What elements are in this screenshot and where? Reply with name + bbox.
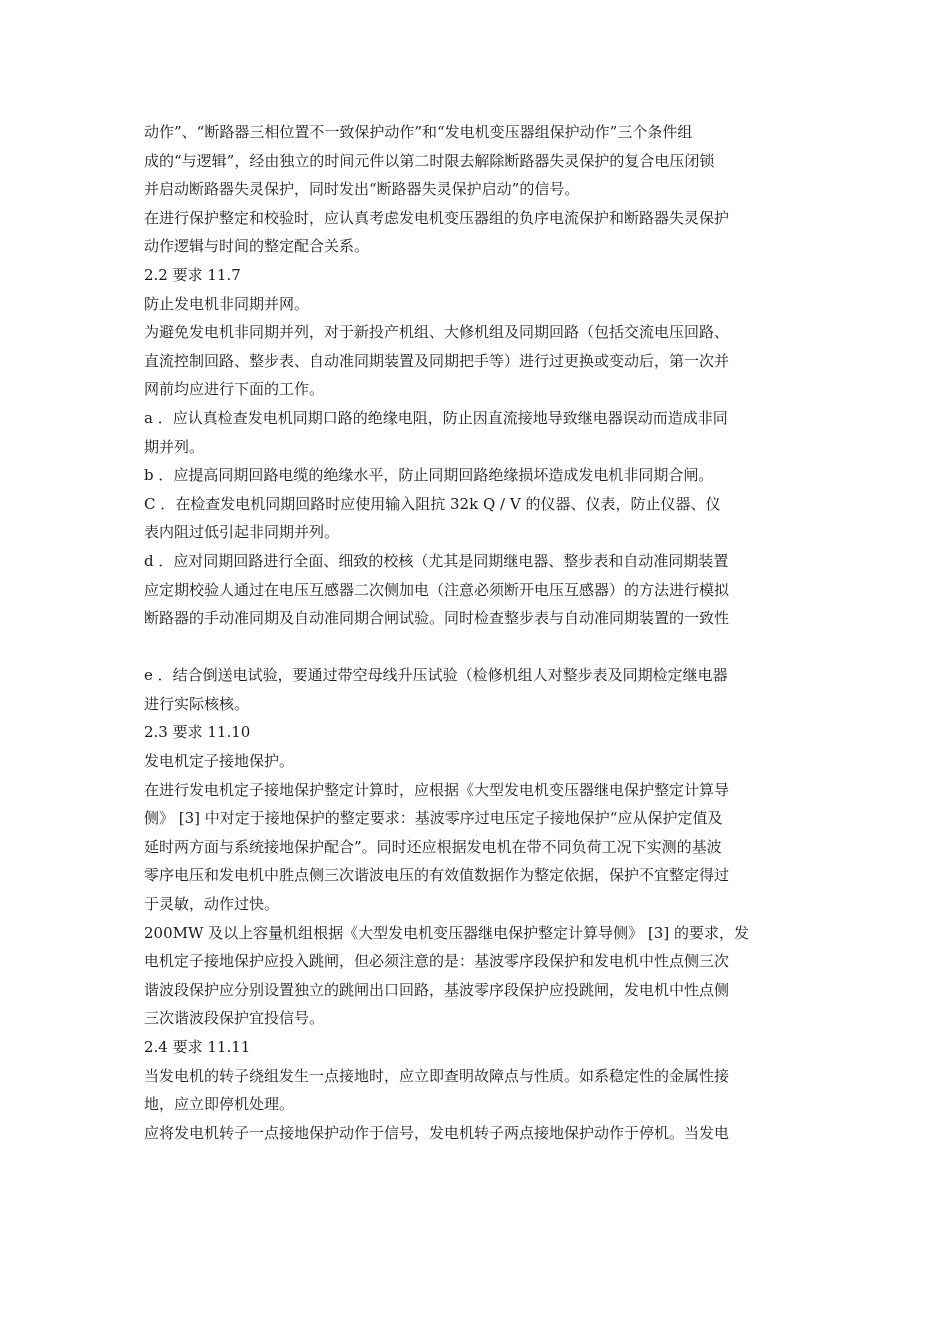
- text-line: 防止发电机非同期并网。: [144, 294, 310, 313]
- text-line: 断路器的手动准同期及自动准同期合闸试验。同时检查整步表与自动准同期装置的一致性: [144, 609, 730, 628]
- section-heading: 2.4 要求 11.11: [144, 1038, 251, 1056]
- list-item-c: C ．在检查发电机同期回路时应使用输入阻抗 32k Q / V 的仪器、仪表，防止仪器、仪: [144, 494, 721, 513]
- text-line: 为避免发电机非同期并列，对于新投产机组、大修机组及同期回路（包括交流电压回路、: [144, 323, 730, 342]
- text-line: 在进行发电机定子接地保护整定计算时，应根据《大型发电机变压器继电保护整定计算导: [144, 780, 730, 799]
- list-item-b: b ．应提高同期回路电缆的绝缘水平，防止同期回路绝缘损坏造成发电机非同期合闸。: [144, 466, 714, 485]
- section-heading: 2.3 要求 11.10: [144, 723, 251, 742]
- text-line: 表内阻过低引起非同期并列。: [144, 523, 340, 542]
- text-line: 应将发电机转子一点接地保护动作于信号，发电机转子两点接地保护动作于停机。当发电: [144, 1123, 730, 1142]
- blank-line: [144, 633, 809, 662]
- text-line: 动作逻辑与时间的整定配合关系。: [144, 237, 370, 256]
- text-line: 进行实际核核。: [144, 694, 250, 713]
- text-line: 侧》 [3] 中对定于接地保护的整定要求：基波零序过电压定子接地保护“应从保护定值及: [144, 809, 723, 828]
- text-line: 电机定子接地保护应投入跳闸，但必须注意的是：基波零序段保护和发电机中性点侧三次: [144, 952, 730, 971]
- text-line: 在进行保护整定和校验时，应认真考虑发电机变压器组的负序电流保护和断路器失灵保护: [144, 208, 730, 227]
- section-heading: 2.2 要求 11.7: [144, 265, 241, 284]
- list-item-a: a ．应认真检查发电机同期口路的绝缘电阻，防止因直流接地导致继电器误动而造成非同: [144, 408, 728, 427]
- text-line: 动作”、“断路器三相位置不一致保护动作”和“发电机变压器组保护动作”三个条件组: [144, 123, 693, 141]
- text-line: 并启动断路器失灵保护，同时发出“断路器失灵保护启动”的信号。: [144, 180, 580, 199]
- text-line: 三次谐波段保护宜投信号。: [144, 1009, 325, 1028]
- text-line: 于灵敏，动作过快。: [144, 895, 280, 914]
- text-line: 期并列。: [144, 437, 205, 456]
- list-item-e: e ．结合倒送电试验，要通过带空母线升压试验（检修机组人对整步表及同期检定继电器: [144, 666, 728, 685]
- text-line: 当发电机的转子绕组发生一点接地时，应立即查明故障点与性质。如系稳定性的金属性接: [144, 1066, 730, 1085]
- text-line: 地，应立即停机处理。: [144, 1095, 295, 1114]
- text-line: 网前均应进行下面的工作。: [144, 380, 325, 399]
- text-line: 200MW 及以上容量机组根据《大型发电机变压器继电保护整定计算导侧》 [3] 的要求，发: [144, 923, 749, 942]
- text-line: 应定期校验人通过在电压互感器二次侧加电（注意必须断开电压互感器）的方法进行模拟: [144, 580, 730, 599]
- text-line: 直流控制回路、整步表、自动准同期装置及同期把手等）进行过更换或变动后，第一次并: [144, 351, 730, 370]
- list-item-d: d ．应对同期回路进行全面、细致的校核（尤其是同期继电器、整步表和自动准同期装置: [144, 551, 729, 570]
- text-line: 成的“与逻辑”，经由独立的时间元件以第二时限去解除断路器失灵保护的复合电压闭锁: [144, 151, 715, 170]
- text-line: 延时两方面与系统接地保护配合”。同时还应根据发电机在带不同负荷工况下实测的基波: [144, 837, 722, 856]
- text-line: 谐波段保护应分别设置独立的跳闸出口回路，基波零序段保护应投跳闸，发电机中性点侧: [144, 980, 730, 999]
- document-body: [144, 118, 809, 1147]
- text-line: 零序电压和发电机中胜点侧三次谐波电压的有效值数据作为整定依据，保护不宜整定得过: [144, 866, 730, 885]
- text-line: 发电机定子接地保护。: [144, 752, 295, 771]
